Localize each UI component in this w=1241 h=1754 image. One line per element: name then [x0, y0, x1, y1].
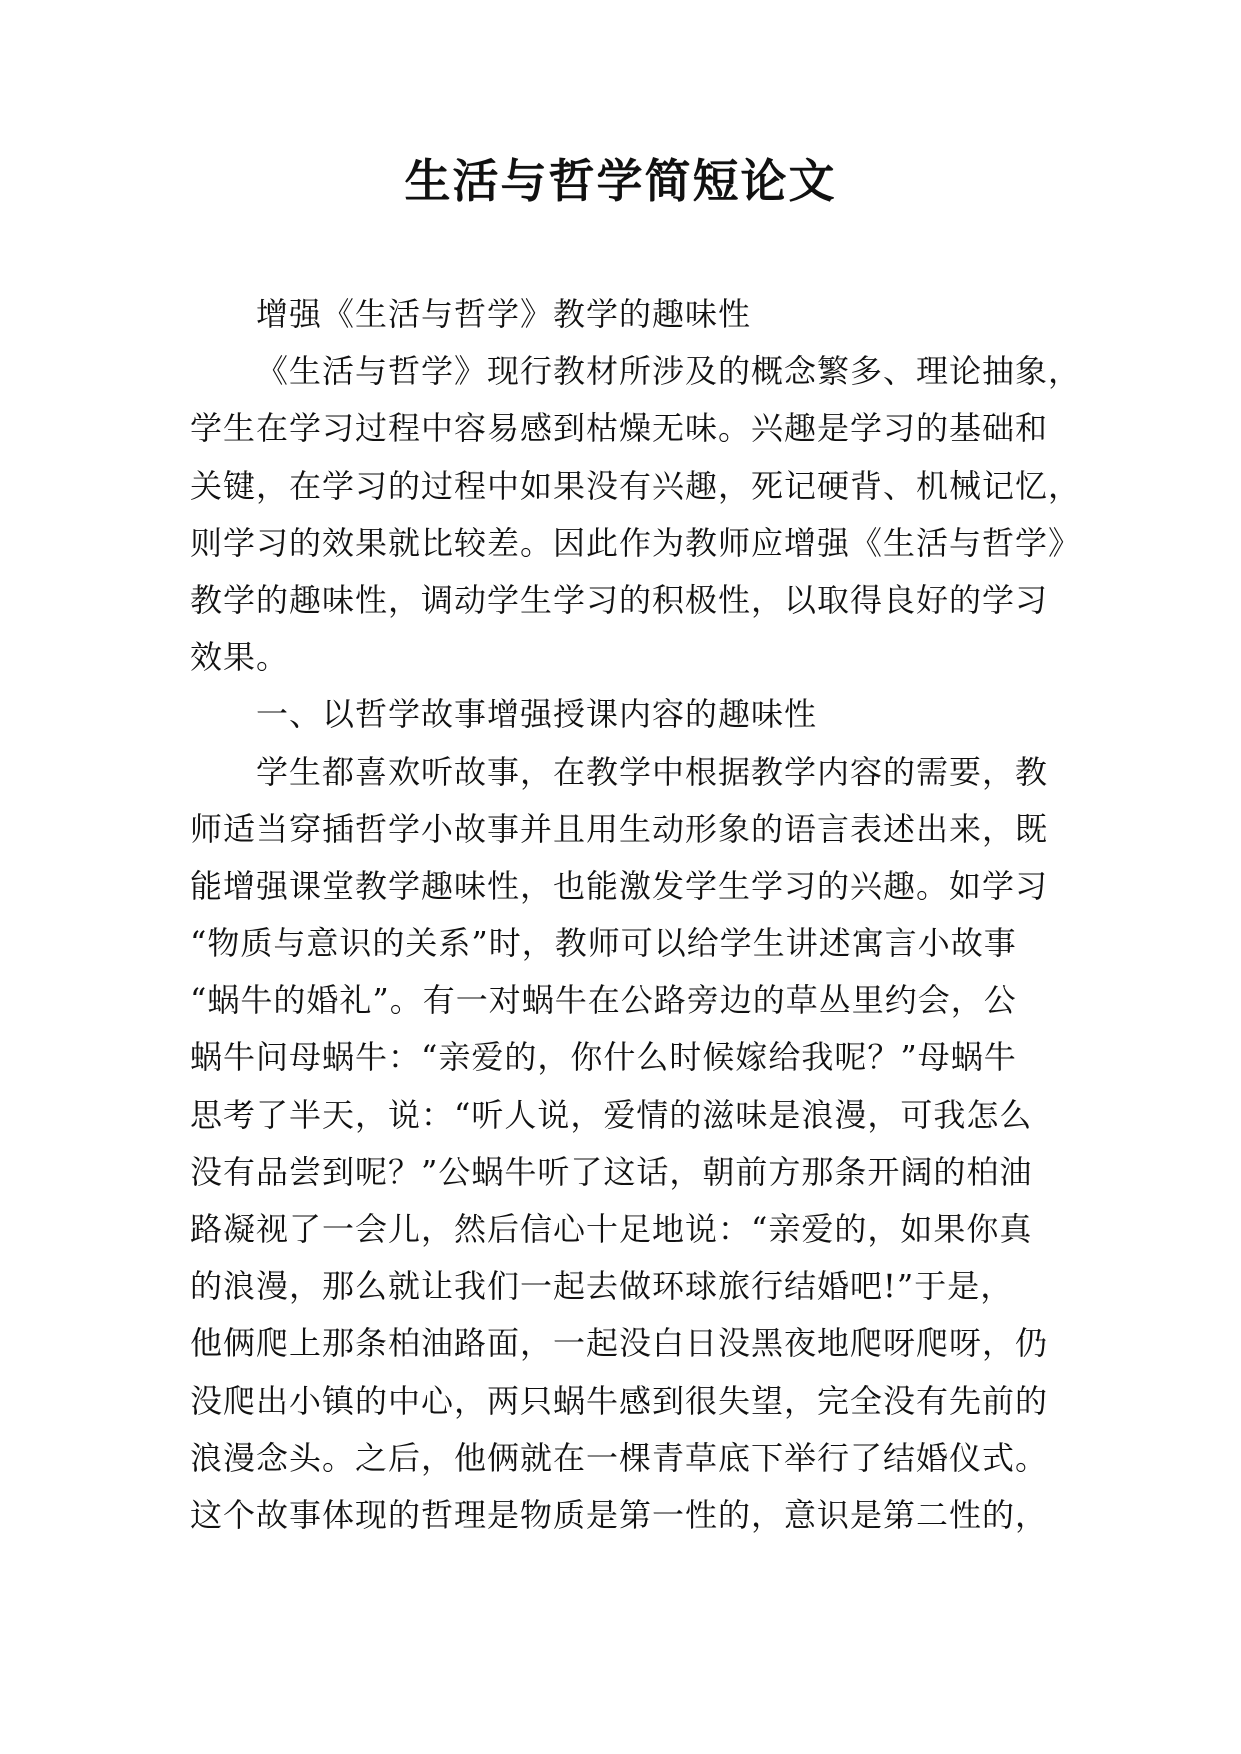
document-body — [190, 286, 1082, 1544]
paragraph-line: 路凝视了一会儿，然后信心十足地说：“亲爱的，如果你真 — [190, 1210, 1033, 1248]
paragraph-line: “物质与意识的关系”时，教师可以给学生讲述寓言小故事 — [190, 924, 1017, 963]
paragraph-line: 师适当穿插哲学小故事并且用生动形象的语言表述出来，既 — [190, 809, 1049, 848]
paragraph-line: 关键，在学习的过程中如果没有兴趣，死记硬背、机械记忆， — [190, 466, 1082, 505]
paragraph-line: 效果。 — [190, 638, 290, 677]
paragraph-line: 这个故事体现的哲理是物质是第一性的，意识是第二性的， — [190, 1495, 1049, 1534]
document-title: 生活与哲学简短论文 — [404, 154, 837, 208]
paragraph-line: 《生活与哲学》现行教材所涉及的概念繁多、理论抽象， — [256, 352, 1082, 391]
paragraph-line: 没有品尝到呢？”公蜗牛听了这话，朝前方那条开阔的柏油 — [190, 1152, 1033, 1191]
paragraph-line: 没爬出小镇的中心，两只蜗牛感到很失望，完全没有先前的 — [190, 1381, 1049, 1420]
paragraph-line: 教学的趣味性，调动学生学习的积极性，以取得良好的学习 — [190, 580, 1049, 619]
paragraph-line: 则学习的效果就比较差。因此作为教师应增强《生活与哲学》 — [190, 523, 1082, 562]
section-heading: 一、以哲学故事增强授课内容的趣味性 — [256, 695, 818, 734]
paragraph-line: 学生都喜欢听故事，在教学中根据教学内容的需要，教 — [256, 752, 1049, 791]
paragraph-line: 浪漫念头。之后，他俩就在一棵青草底下举行了结婚仪式。 — [190, 1438, 1049, 1477]
paragraph-line: 蜗牛问母蜗牛：“亲爱的，你什么时候嫁给我呢？”母蜗牛 — [190, 1038, 1017, 1077]
paragraph-line: 学生在学习过程中容易感到枯燥无味。兴趣是学习的基础和 — [190, 409, 1049, 448]
paragraph-line: 能增强课堂教学趣味性，也能激发学生学习的兴趣。如学习 — [190, 866, 1049, 905]
paragraph-line: 的浪漫，那么就让我们一起去做环球旅行结婚吧!”于是， — [190, 1267, 1014, 1306]
paragraph-line: 他俩爬上那条柏油路面，一起没白日没黑夜地爬呀爬呀，仍 — [190, 1324, 1049, 1363]
paragraph-line: 思考了半天，说：“听人说，爱情的滋味是浪漫，可我怎么 — [190, 1095, 1033, 1134]
paragraph-line: “蜗牛的婚礼”。有一对蜗牛在公路旁边的草丛里约会，公 — [190, 981, 1017, 1020]
section-heading: 增强《生活与哲学》教学的趣味性 — [256, 295, 752, 333]
